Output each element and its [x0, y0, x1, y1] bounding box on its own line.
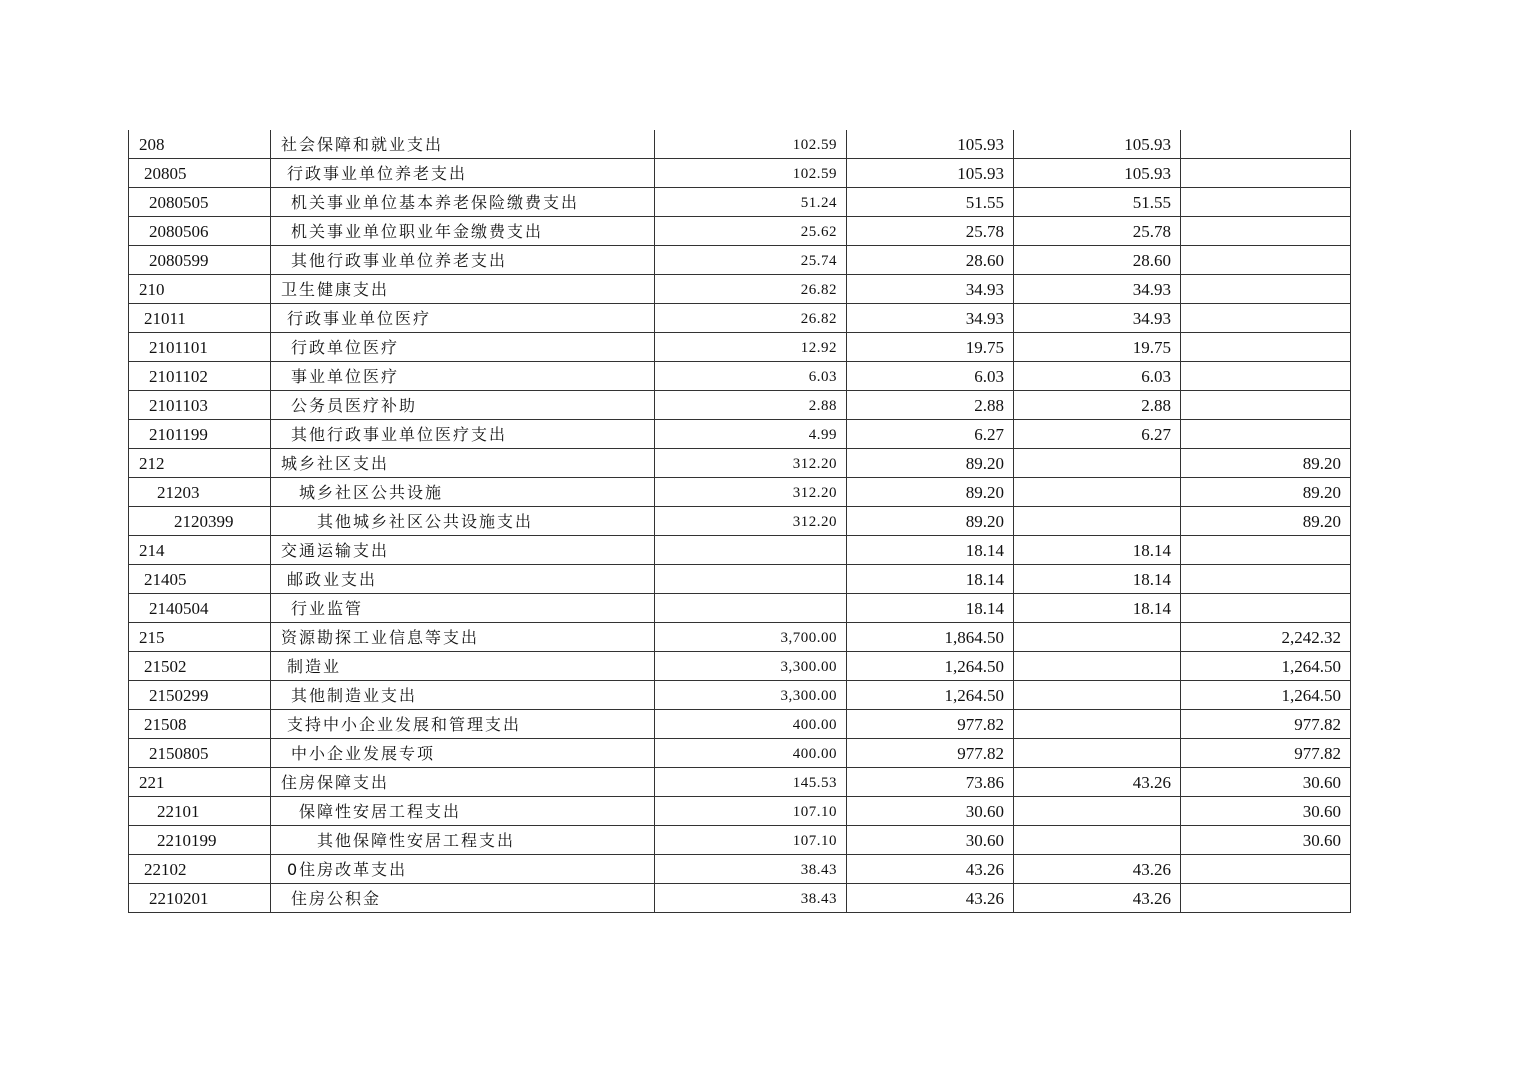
cell-basic-expenditure: 34.93: [1014, 275, 1181, 304]
cell-subject-code: 2080599: [129, 246, 271, 275]
cell-subject-code: 2120399: [129, 507, 271, 536]
cell-subject-name: 邮政业支出: [271, 565, 655, 594]
cell-subject-name: 其他城乡社区公共设施支出: [271, 507, 655, 536]
cell-subject-name: 公务员医疗补助: [271, 391, 655, 420]
cell-subject-name: 卫生健康支出: [271, 275, 655, 304]
cell-basic-expenditure: 34.93: [1014, 304, 1181, 333]
cell-subject-code: 21508: [129, 710, 271, 739]
table-row: [129, 333, 1351, 362]
cell-basic-expenditure: [1014, 449, 1181, 478]
cell-prior-year-amount: 312.20: [655, 449, 847, 478]
cell-total-amount: 43.26: [847, 884, 1014, 913]
table-row: [129, 681, 1351, 710]
cell-prior-year-amount: 51.24: [655, 188, 847, 217]
cell-total-amount: 6.03: [847, 362, 1014, 391]
cell-prior-year-amount: 107.10: [655, 797, 847, 826]
cell-basic-expenditure: [1014, 652, 1181, 681]
table-row: [129, 304, 1351, 333]
cell-project-expenditure: [1181, 362, 1351, 391]
cell-subject-name: 城乡社区支出: [271, 449, 655, 478]
budget-expenditure-table: [128, 130, 1351, 913]
cell-subject-name: 0住房改革支出: [271, 855, 655, 884]
table-row: [129, 797, 1351, 826]
cell-prior-year-amount: 26.82: [655, 275, 847, 304]
cell-subject-name: 其他保障性安居工程支出: [271, 826, 655, 855]
cell-subject-name: 其他制造业支出: [271, 681, 655, 710]
cell-total-amount: 1,264.50: [847, 681, 1014, 710]
cell-basic-expenditure: 25.78: [1014, 217, 1181, 246]
table-body: [129, 130, 1351, 913]
cell-prior-year-amount: 400.00: [655, 739, 847, 768]
cell-project-expenditure: [1181, 420, 1351, 449]
table-row: [129, 275, 1351, 304]
table-row: [129, 246, 1351, 275]
cell-total-amount: 89.20: [847, 478, 1014, 507]
cell-project-expenditure: [1181, 275, 1351, 304]
cell-prior-year-amount: 25.62: [655, 217, 847, 246]
table-row: [129, 449, 1351, 478]
cell-project-expenditure: 2,242.32: [1181, 623, 1351, 652]
cell-basic-expenditure: [1014, 710, 1181, 739]
cell-subject-code: 221: [129, 768, 271, 797]
cell-project-expenditure: 1,264.50: [1181, 681, 1351, 710]
cell-total-amount: 1,864.50: [847, 623, 1014, 652]
cell-total-amount: 19.75: [847, 333, 1014, 362]
cell-basic-expenditure: 28.60: [1014, 246, 1181, 275]
cell-project-expenditure: 30.60: [1181, 797, 1351, 826]
cell-subject-code: 214: [129, 536, 271, 565]
cell-project-expenditure: 89.20: [1181, 449, 1351, 478]
cell-total-amount: 18.14: [847, 565, 1014, 594]
cell-subject-name: 行政事业单位医疗: [271, 304, 655, 333]
cell-project-expenditure: [1181, 855, 1351, 884]
cell-subject-code: 215: [129, 623, 271, 652]
cell-subject-code: 2101101: [129, 333, 271, 362]
cell-subject-name: 支持中小企业发展和管理支出: [271, 710, 655, 739]
table-row: [129, 884, 1351, 913]
cell-total-amount: 30.60: [847, 826, 1014, 855]
table-row: [129, 565, 1351, 594]
cell-subject-name: 机关事业单位基本养老保险缴费支出: [271, 188, 655, 217]
cell-basic-expenditure: 43.26: [1014, 855, 1181, 884]
cell-prior-year-amount: 3,700.00: [655, 623, 847, 652]
cell-basic-expenditure: 18.14: [1014, 594, 1181, 623]
table-row: [129, 391, 1351, 420]
cell-project-expenditure: 30.60: [1181, 826, 1351, 855]
cell-basic-expenditure: 105.93: [1014, 159, 1181, 188]
cell-total-amount: 73.86: [847, 768, 1014, 797]
cell-subject-code: 212: [129, 449, 271, 478]
cell-project-expenditure: [1181, 391, 1351, 420]
cell-subject-code: 2080505: [129, 188, 271, 217]
cell-subject-code: 21203: [129, 478, 271, 507]
cell-subject-name: 其他行政事业单位医疗支出: [271, 420, 655, 449]
cell-subject-name: 社会保障和就业支出: [271, 130, 655, 159]
cell-basic-expenditure: 19.75: [1014, 333, 1181, 362]
cell-project-expenditure: 89.20: [1181, 478, 1351, 507]
cell-subject-code: 20805: [129, 159, 271, 188]
cell-basic-expenditure: 6.03: [1014, 362, 1181, 391]
cell-total-amount: 18.14: [847, 594, 1014, 623]
cell-project-expenditure: [1181, 246, 1351, 275]
cell-subject-name: 中小企业发展专项: [271, 739, 655, 768]
cell-prior-year-amount: [655, 565, 847, 594]
cell-prior-year-amount: 102.59: [655, 159, 847, 188]
cell-prior-year-amount: 400.00: [655, 710, 847, 739]
cell-basic-expenditure: [1014, 681, 1181, 710]
cell-subject-name: 行政事业单位养老支出: [271, 159, 655, 188]
cell-subject-code: 2150805: [129, 739, 271, 768]
cell-project-expenditure: [1181, 536, 1351, 565]
cell-subject-name: 住房保障支出: [271, 768, 655, 797]
cell-subject-code: 2101102: [129, 362, 271, 391]
cell-prior-year-amount: 312.20: [655, 478, 847, 507]
cell-subject-code: 21011: [129, 304, 271, 333]
cell-basic-expenditure: 18.14: [1014, 536, 1181, 565]
cell-prior-year-amount: 6.03: [655, 362, 847, 391]
cell-subject-name: 行政单位医疗: [271, 333, 655, 362]
cell-basic-expenditure: [1014, 623, 1181, 652]
cell-prior-year-amount: 12.92: [655, 333, 847, 362]
cell-prior-year-amount: 38.43: [655, 884, 847, 913]
cell-subject-code: 2080506: [129, 217, 271, 246]
cell-prior-year-amount: 145.53: [655, 768, 847, 797]
cell-prior-year-amount: 312.20: [655, 507, 847, 536]
cell-project-expenditure: [1181, 217, 1351, 246]
cell-subject-name: 制造业: [271, 652, 655, 681]
cell-subject-code: 2150299: [129, 681, 271, 710]
cell-subject-code: 22102: [129, 855, 271, 884]
cell-prior-year-amount: 38.43: [655, 855, 847, 884]
cell-subject-name: 保障性安居工程支出: [271, 797, 655, 826]
cell-subject-code: 2101103: [129, 391, 271, 420]
table-row: [129, 768, 1351, 797]
cell-total-amount: 30.60: [847, 797, 1014, 826]
cell-subject-name: 资源勘探工业信息等支出: [271, 623, 655, 652]
cell-basic-expenditure: 18.14: [1014, 565, 1181, 594]
cell-project-expenditure: 1,264.50: [1181, 652, 1351, 681]
cell-total-amount: 977.82: [847, 710, 1014, 739]
cell-project-expenditure: [1181, 565, 1351, 594]
cell-subject-code: 21502: [129, 652, 271, 681]
cell-total-amount: 25.78: [847, 217, 1014, 246]
cell-basic-expenditure: [1014, 478, 1181, 507]
cell-total-amount: 34.93: [847, 304, 1014, 333]
cell-subject-name: 城乡社区公共设施: [271, 478, 655, 507]
table-row: [129, 855, 1351, 884]
cell-subject-name: 交通运输支出: [271, 536, 655, 565]
cell-prior-year-amount: 107.10: [655, 826, 847, 855]
cell-basic-expenditure: [1014, 507, 1181, 536]
table-row: [129, 188, 1351, 217]
cell-basic-expenditure: 43.26: [1014, 884, 1181, 913]
cell-prior-year-amount: 3,300.00: [655, 652, 847, 681]
cell-basic-expenditure: [1014, 826, 1181, 855]
table-row: [129, 710, 1351, 739]
cell-subject-name: 其他行政事业单位养老支出: [271, 246, 655, 275]
cell-basic-expenditure: [1014, 797, 1181, 826]
cell-total-amount: 34.93: [847, 275, 1014, 304]
cell-subject-code: 2101199: [129, 420, 271, 449]
cell-prior-year-amount: 25.74: [655, 246, 847, 275]
cell-subject-code: 22101: [129, 797, 271, 826]
cell-basic-expenditure: 43.26: [1014, 768, 1181, 797]
cell-basic-expenditure: 2.88: [1014, 391, 1181, 420]
cell-total-amount: 28.60: [847, 246, 1014, 275]
cell-total-amount: 18.14: [847, 536, 1014, 565]
table-row: [129, 130, 1351, 159]
cell-total-amount: 105.93: [847, 130, 1014, 159]
cell-basic-expenditure: 105.93: [1014, 130, 1181, 159]
cell-project-expenditure: [1181, 304, 1351, 333]
cell-subject-code: 2140504: [129, 594, 271, 623]
table-row: [129, 739, 1351, 768]
cell-subject-name: 事业单位医疗: [271, 362, 655, 391]
cell-prior-year-amount: [655, 536, 847, 565]
cell-total-amount: 89.20: [847, 507, 1014, 536]
table-row: [129, 217, 1351, 246]
table-row: [129, 594, 1351, 623]
table-row: [129, 536, 1351, 565]
cell-subject-code: 2210199: [129, 826, 271, 855]
cell-subject-code: 210: [129, 275, 271, 304]
cell-prior-year-amount: 3,300.00: [655, 681, 847, 710]
cell-project-expenditure: [1181, 188, 1351, 217]
table-row: [129, 507, 1351, 536]
cell-total-amount: 105.93: [847, 159, 1014, 188]
cell-subject-code: 21405: [129, 565, 271, 594]
cell-subject-name: 住房公积金: [271, 884, 655, 913]
cell-basic-expenditure: 51.55: [1014, 188, 1181, 217]
cell-total-amount: 2.88: [847, 391, 1014, 420]
table-row: [129, 420, 1351, 449]
cell-project-expenditure: [1181, 130, 1351, 159]
cell-basic-expenditure: [1014, 739, 1181, 768]
cell-project-expenditure: 977.82: [1181, 710, 1351, 739]
cell-subject-code: 208: [129, 130, 271, 159]
cell-prior-year-amount: 4.99: [655, 420, 847, 449]
table-row: [129, 652, 1351, 681]
table-row: [129, 478, 1351, 507]
cell-subject-name: 行业监管: [271, 594, 655, 623]
cell-project-expenditure: 89.20: [1181, 507, 1351, 536]
table-row: [129, 623, 1351, 652]
cell-prior-year-amount: [655, 594, 847, 623]
cell-basic-expenditure: 6.27: [1014, 420, 1181, 449]
cell-prior-year-amount: 102.59: [655, 130, 847, 159]
table-row: [129, 362, 1351, 391]
cell-subject-name: 机关事业单位职业年金缴费支出: [271, 217, 655, 246]
cell-project-expenditure: 977.82: [1181, 739, 1351, 768]
cell-total-amount: 51.55: [847, 188, 1014, 217]
cell-project-expenditure: [1181, 594, 1351, 623]
cell-total-amount: 977.82: [847, 739, 1014, 768]
cell-total-amount: 1,264.50: [847, 652, 1014, 681]
cell-prior-year-amount: 26.82: [655, 304, 847, 333]
cell-total-amount: 89.20: [847, 449, 1014, 478]
cell-project-expenditure: 30.60: [1181, 768, 1351, 797]
cell-total-amount: 6.27: [847, 420, 1014, 449]
cell-prior-year-amount: 2.88: [655, 391, 847, 420]
cell-project-expenditure: [1181, 884, 1351, 913]
cell-project-expenditure: [1181, 159, 1351, 188]
cell-total-amount: 43.26: [847, 855, 1014, 884]
cell-subject-code: 2210201: [129, 884, 271, 913]
table-row: [129, 826, 1351, 855]
table-row: [129, 159, 1351, 188]
cell-project-expenditure: [1181, 333, 1351, 362]
